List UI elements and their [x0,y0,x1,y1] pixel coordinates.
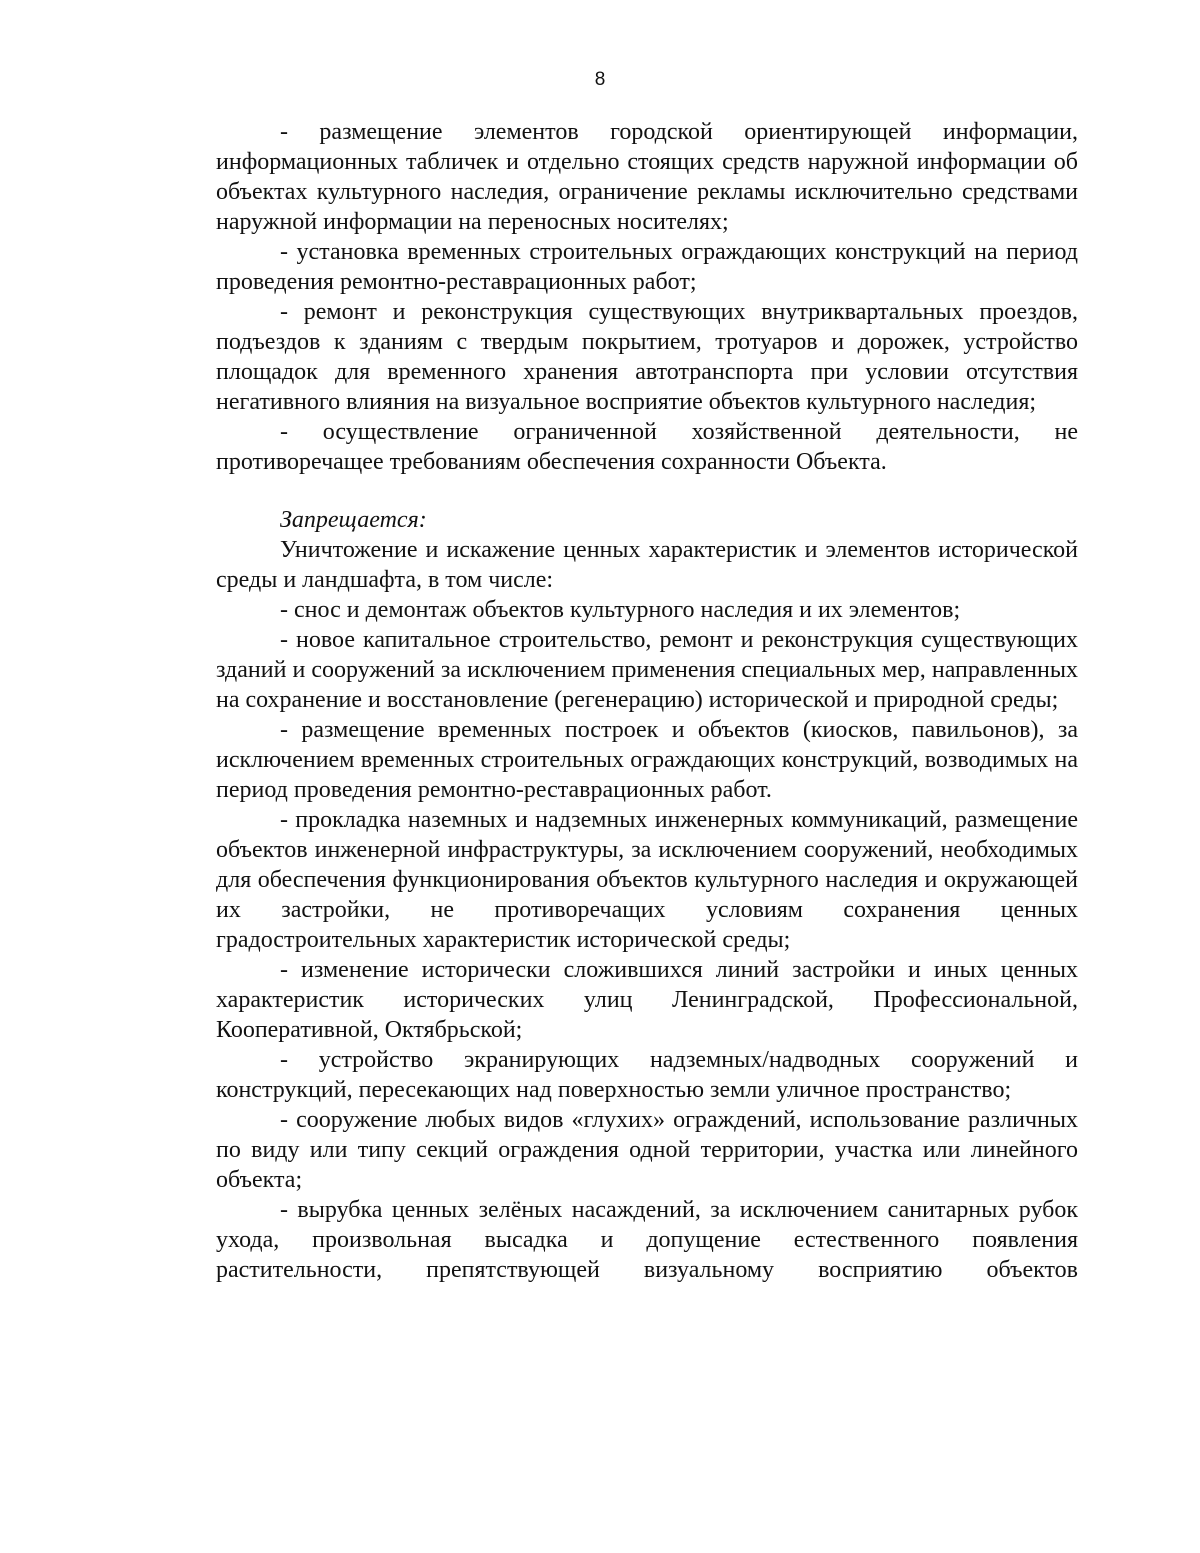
paragraph-demolition: - снос и демонтаж объектов культурного наследия и их элементов; [280,597,961,623]
prohibited-heading: Запрещается: [280,507,427,533]
paragraph-temporary-fencing: - установка временных строительных ограждающих конструкций на период проведения ремонтно-реставрационных работ; [216,239,1078,295]
paragraph-utilities: - прокладка наземных и надземных инженерных коммуникаций, размещение объектов инженерной инфраструктуры, за исключением сооружений, необходимых для обеспечения функционирования объектов культурного наследия и окружающей их застройки, не противоречащих условиям сохранения ценных градостроительных характеристик исторической среды; [216,807,1078,953]
paragraph-destruction: Уничтожение и искажение ценных характеристик и элементов исторической среды и ландшафта, в том числе: [216,537,1078,593]
paragraph-building-lines: - изменение исторически сложившихся линий застройки и иных ценных характеристик исторических улиц Ленинградской, Профессиональной, Кооперативной, Октябрьской; [216,957,1078,1043]
paragraph-fences: - сооружение любых видов «глухих» ограждений, использование различных по виду или типу секций ограждения одной территории, участка или линейного объекта; [216,1107,1078,1193]
paragraph-economic-activity: - осуществление ограниченной хозяйственной деятельности, не противоречащее требованиям обеспечения сохранности Объекта. [216,419,1078,475]
paragraph-signage: - размещение элементов городской ориентирующей информации, информационных табличек и отдельно стоящих средств наружной информации об объектах культурного наследия, ограничение рекламы исключительно средствами наружной информации на переносных носителях; [216,119,1078,235]
paragraph-new-construction: - новое капитальное строительство, ремонт и реконструкция существующих зданий и сооружений за исключением применения специальных мер, направленных на сохранение и восстановление (регенерацию) исторической и природной среды; [216,627,1078,713]
page-number: 8 [594,69,606,90]
paragraph-tree-felling: - вырубка ценных зелёных насаждений, за исключением санитарных рубок ухода, произвольная высадка и допущение естественного появления растительности, препятствующей визуальному восприятию объектов [216,1197,1078,1283]
paragraph-driveways-repair: - ремонт и реконструкция существующих внутриквартальных проездов, подъездов к зданиям с твердым покрытием, тротуаров и дорожек, устройство площадок для временного хранения автотранспорта при условии отсутствия негативного влияния на визуальное восприятие объектов культурного наследия; [216,299,1078,415]
paragraph-screening-structures: - устройство экранирующих надземных/надводных сооружений и конструкций, пересекающих над поверхностью земли уличное пространство; [216,1047,1078,1103]
paragraph-temporary-buildings: - размещение временных построек и объектов (киосков, павильонов), за исключением временных строительных ограждающих конструкций, возводимых на период проведения ремонтно-реставрационных работ. [216,717,1078,803]
section-gap [216,477,1078,505]
document-body [216,117,1078,1285]
